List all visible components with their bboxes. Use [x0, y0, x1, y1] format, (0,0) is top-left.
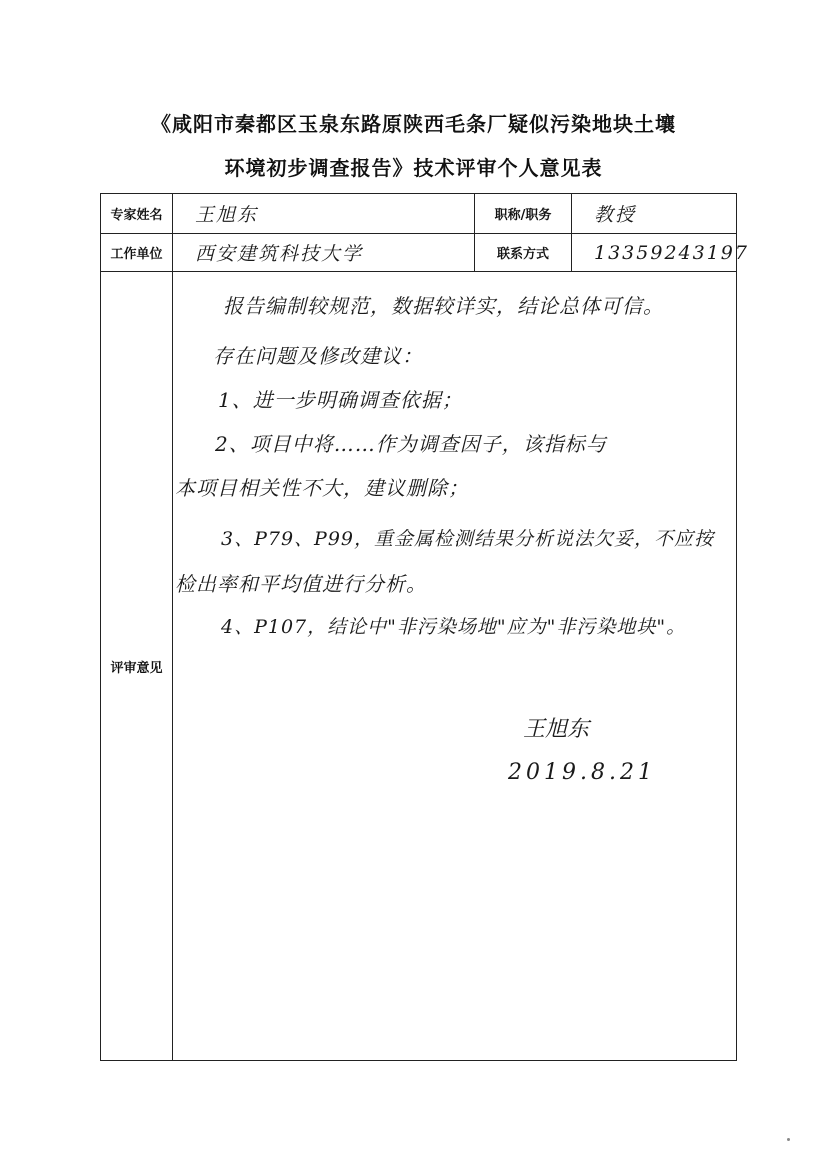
row-expert-name	[101, 194, 737, 234]
opinion-line-2: 存在问题及修改建议：	[213, 344, 423, 368]
title-label: 职称/职务	[475, 194, 572, 234]
row-review-opinion	[101, 272, 737, 1061]
expert-name-label: 专家姓名	[101, 194, 173, 234]
document-title-line-2: 环境初步调查报告》技术评审个人意见表	[224, 156, 603, 180]
document-title-line-1: 《咸阳市秦都区玉泉东路原陕西毛条厂疑似污染地块土壤	[151, 112, 676, 136]
opinion-line-3: 1、进一步明确调查依据；	[218, 388, 463, 412]
reviewer-signature: 王旭东	[523, 717, 590, 742]
title-value[interactable]: 教授	[572, 194, 737, 234]
opinion-line-5: 本项目相关性不大，建议删除；	[175, 476, 469, 500]
row-organization	[101, 234, 737, 272]
review-opinion-label: 评审意见	[101, 272, 173, 1061]
expert-name-value[interactable]: 王旭东	[173, 194, 475, 234]
opinion-line-6: 3、P79、P99，重金属检测结果分析说法欠妥，不应按	[221, 528, 715, 550]
review-opinion-area[interactable]	[173, 272, 737, 1061]
contact-value[interactable]: 13359243197	[572, 234, 737, 272]
opinion-line-7: 检出率和平均值进行分析。	[175, 572, 427, 596]
scan-speck	[787, 1138, 790, 1141]
review-form-table	[100, 193, 749, 1061]
signature-date: 2019.8.21	[508, 760, 656, 785]
organization-label: 工作单位	[101, 234, 173, 272]
organization-value[interactable]: 西安建筑科技大学	[173, 234, 475, 272]
opinion-line-8: 4、P107，结论中"非污染场地"应为"非污染地块"。	[221, 616, 687, 638]
opinion-line-1: 报告编制较规范，数据较详实，结论总体可信。	[223, 294, 664, 318]
contact-label: 联系方式	[475, 234, 572, 272]
opinion-line-4: 2、项目中将……作为调查因子，该指标与	[215, 432, 607, 456]
